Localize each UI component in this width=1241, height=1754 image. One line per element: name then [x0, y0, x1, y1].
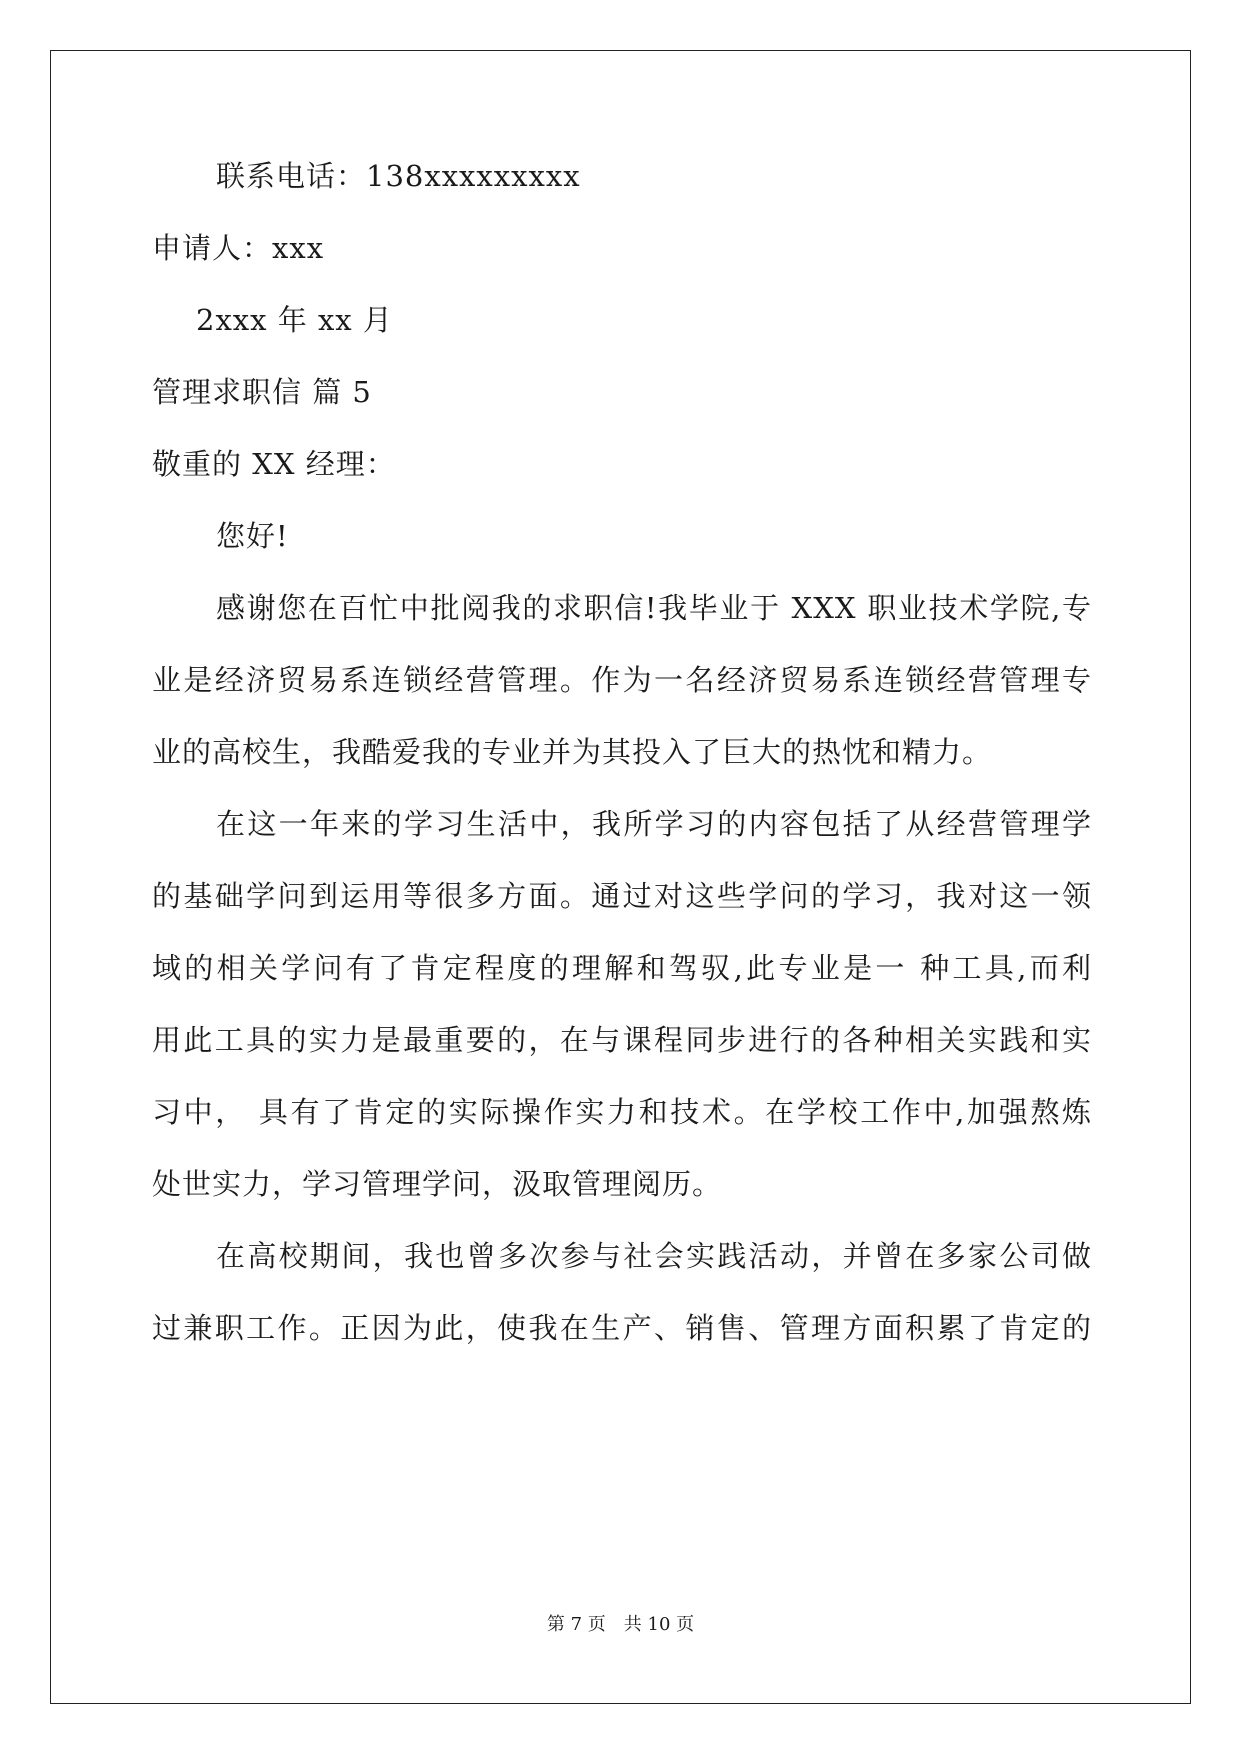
paragraph-2-line-4: 用此工具的实力是最重要的，在与课程同步进行的各种相关实践和实: [152, 1023, 1092, 1057]
paragraph-2-line-3: 域的相关学问有了肯定程度的理解和驾驭,此专业是一 种工具,而利: [152, 951, 1092, 985]
date-line: 2xxx 年 xx 月: [196, 303, 393, 337]
contact-line: 联系电话：138xxxxxxxxx: [216, 159, 581, 193]
paragraph-2-line-1: 在这一年来的学习生活中，我所学习的内容包括了从经营管理学: [216, 807, 1092, 841]
applicant-line: 申请人：xxx: [152, 231, 325, 265]
paragraph-1-line-3: 业的高校生，我酷爱我的专业并为其投入了巨大的热忱和精力。: [152, 735, 993, 769]
greeting: 您好!: [216, 519, 289, 553]
paragraph-3-line-2: 过兼职工作。正因为此，使我在生产、销售、管理方面积累了肯定的: [152, 1311, 1092, 1345]
paragraph-3-line-1: 在高校期间，我也曾多次参与社会实践活动，并曾在多家公司做: [216, 1239, 1092, 1273]
paragraph-2-line-5: 习中， 具有了肯定的实际操作实力和技术。在学校工作中,加强熬炼: [152, 1095, 1092, 1129]
paragraph-2-line-2: 的基础学问到运用等很多方面。通过对这些学问的学习，我对这一领: [152, 879, 1092, 913]
paragraph-2-line-6: 处世实力，学习管理学问，汲取管理阅历。: [152, 1167, 723, 1201]
section-title: 管理求职信 篇 5: [152, 375, 372, 409]
page-footer: 第 7 页 共 10 页: [546, 1614, 695, 1635]
paragraph-1-line-2: 业是经济贸易系连锁经营管理。作为一名经济贸易系连锁经营管理专: [152, 663, 1092, 697]
paragraph-1-line-1: 感谢您在百忙中批阅我的求职信!我毕业于 XXX 职业技术学院,专: [216, 591, 1092, 625]
salutation: 敬重的 XX 经理：: [152, 447, 396, 481]
